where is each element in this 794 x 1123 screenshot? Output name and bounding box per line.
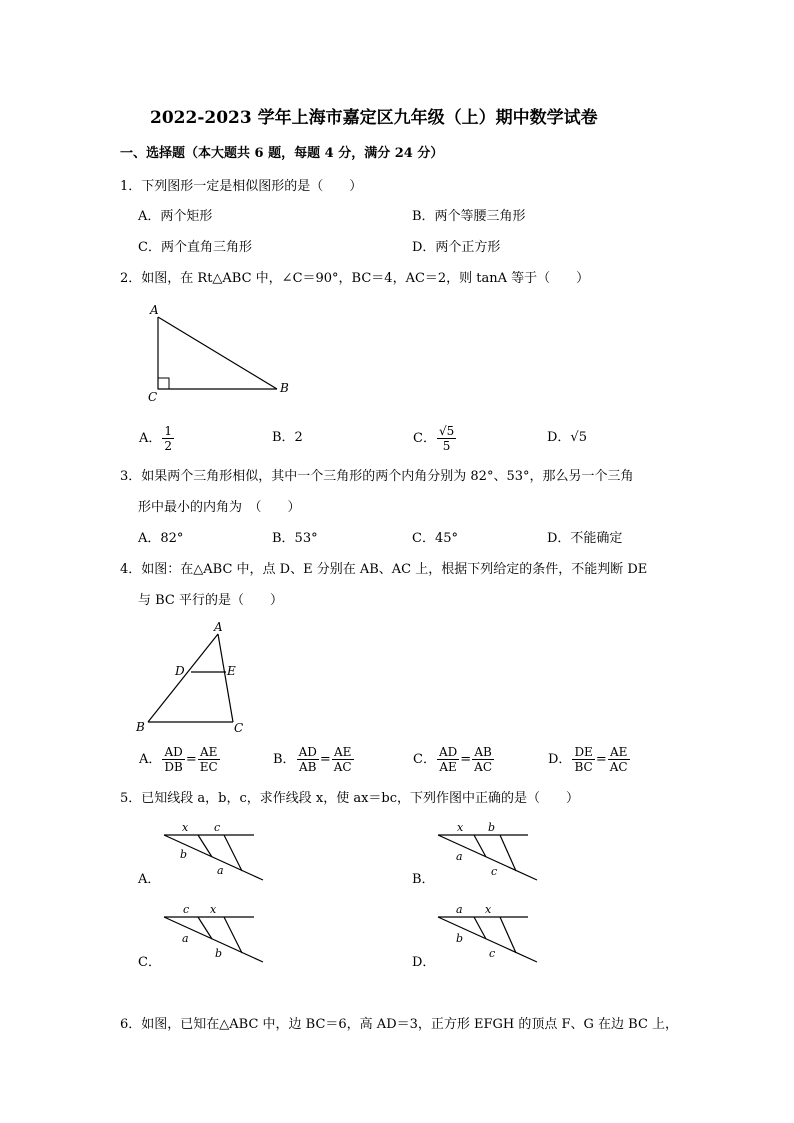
q1-option-b[interactable]: B．两个等腰三角形 — [412, 209, 526, 224]
q3-option-d[interactable]: D．不能确定 — [547, 531, 623, 546]
q5-figure-b — [434, 818, 544, 888]
q5-stem: 5．已知线段 a，b，c，求作线段 x，使 ax＝bc，下列作图中正确的是（ ） — [120, 791, 580, 806]
q5-option-d[interactable]: D． — [412, 955, 436, 970]
q5b-top2: b — [488, 821, 496, 834]
q5a-bot1: b — [180, 848, 188, 861]
q5a-bot2: a — [217, 864, 224, 877]
q2-label-a: A — [150, 303, 159, 317]
q2-stem: 2．如图，在 Rt△ABC 中，∠C＝90°，BC＝4，AC＝2，则 tanA 等于（ ） — [120, 271, 590, 286]
q4-option-c[interactable]: C． $\frac{AD}{AE}$ = $\frac{AB}{AC}$ — [413, 745, 493, 775]
q4-option-d[interactable]: D． $\frac{DE}{BC}$ = $\frac{AE}{AC}$ — [548, 745, 628, 775]
q5b-top1: x — [457, 821, 464, 834]
q2-label-b: B — [280, 381, 289, 395]
q5c-bot2: b — [215, 947, 223, 960]
q5-option-a[interactable]: A． — [138, 872, 161, 887]
q4-option-a[interactable]: A． $\frac{AD}{DB}$ = $\frac{AE}{EC}$ — [139, 745, 218, 775]
q3-option-c[interactable]: C．45° — [412, 531, 458, 546]
q2-option-b[interactable]: B．2 — [272, 430, 303, 445]
q5b-bot1: a — [456, 850, 463, 863]
q2-right-triangle-figure — [140, 300, 300, 410]
q1-option-d[interactable]: D．两个正方形 — [412, 240, 501, 255]
q5c-bot1: a — [182, 932, 189, 945]
q2-option-d[interactable]: D．√5 — [547, 430, 587, 445]
section-heading: 一、选择题（本大题共 6 题，每题 4 分，满分 24 分） — [120, 146, 444, 161]
q5d-top2: x — [485, 903, 492, 916]
q5a-top2: c — [214, 821, 221, 834]
q1-stem: 1．下列图形一定是相似图形的是（ ） — [120, 179, 363, 194]
page-title: 2022-2023 学年上海市嘉定区九年级（上）期中数学试卷 — [150, 108, 598, 128]
q3-option-b[interactable]: B．53° — [272, 531, 318, 546]
q5b-bot2: c — [491, 865, 498, 878]
q5c-top2: x — [210, 903, 217, 916]
q3-stem-line1: 3．如果两个三角形相似，其中一个三角形的两个内角分别为 82°、53°，那么另一个三角 — [120, 469, 634, 484]
q1-option-c[interactable]: C．两个直角三角形 — [138, 240, 252, 255]
q6-stem: 6．如图，已知在△ABC 中，边 BC＝6，高 AD＝3，正方形 EFGH 的顶点 F、G 在边 BC 上， — [120, 1017, 679, 1032]
q4-label-d: D — [175, 664, 185, 678]
q5a-top1: x — [182, 821, 189, 834]
q2-option-a[interactable]: A． $\frac{1}{2}$ — [139, 424, 173, 454]
q5d-bot2: c — [489, 947, 496, 960]
q3-stem-line2: 形中最小的内角为 （ ） — [138, 500, 301, 515]
q4-label-a: A — [214, 620, 223, 634]
q5d-bot1: b — [456, 932, 464, 945]
q4-label-e: E — [227, 664, 236, 678]
q4-option-b[interactable]: B． $\frac{AD}{AB}$ = $\frac{AE}{AC}$ — [273, 745, 352, 775]
q5-figure-c — [160, 900, 270, 970]
q1-option-a[interactable]: A．两个矩形 — [138, 209, 213, 224]
q4-label-c: C — [234, 721, 244, 735]
q2-option-c[interactable]: C． $\frac{√5}{5}$ — [413, 424, 455, 454]
q3-option-a[interactable]: A．82° — [138, 531, 184, 546]
q5-option-b[interactable]: B． — [412, 872, 435, 887]
q4-stem-line1: 4．如图：在△ABC 中，点 D、E 分别在 AB、AC 上，根据下列给定的条件，不能判断 DE — [120, 562, 648, 577]
q5c-top1: c — [183, 903, 190, 916]
q4-stem-line2: 与 BC 平行的是（ ） — [138, 593, 284, 608]
q5-figure-a — [160, 818, 270, 888]
q5-figure-d — [434, 900, 544, 970]
q5d-top1: a — [456, 903, 463, 916]
q2-label-c: C — [148, 390, 158, 404]
q5-option-c[interactable]: C． — [138, 955, 161, 970]
q4-label-b: B — [136, 720, 145, 734]
q4-triangle-figure — [130, 616, 260, 741]
